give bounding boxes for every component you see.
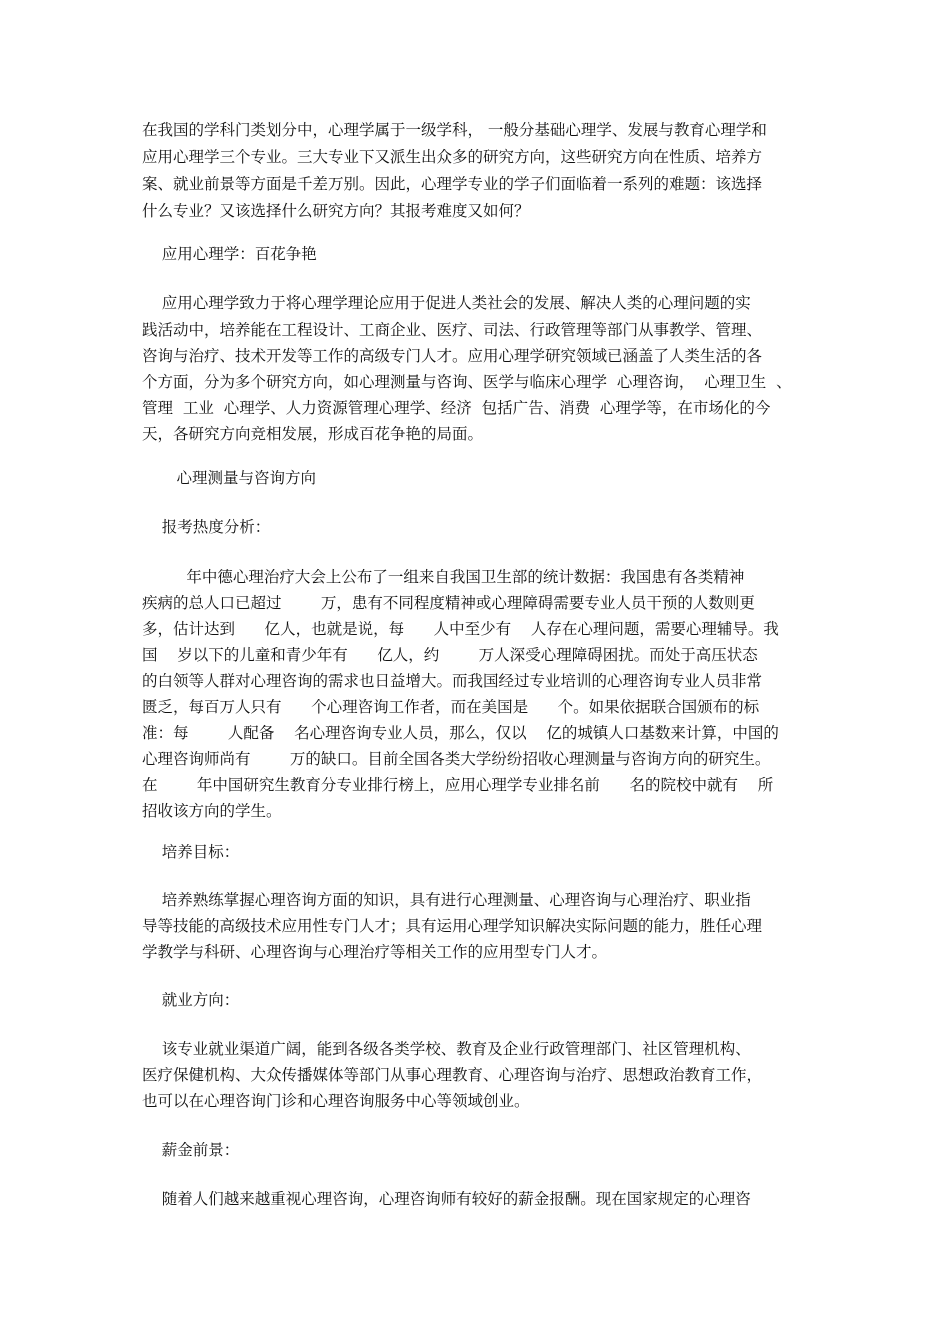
- body-text-line: 应用心理学三个专业。三大专业下又派生出众多的研究方向，这些研究方向在性质、培养方: [142, 148, 763, 166]
- body-text-line: 该专业就业渠道广阔，能到各级各类学校、教育及企业行政管理部门、社区管理机构、: [142, 1040, 751, 1058]
- body-text-line: 在 年中国研究生教育分专业排行榜上，应用心理学专业排名前 名的院校中就有 所: [142, 776, 774, 794]
- section-label: 培养目标：: [142, 843, 240, 861]
- body-text-line: 招收该方向的学生。: [142, 802, 282, 820]
- body-text-line: 导等技能的高级技术应用性专门人才；具有运用心理学知识解决实际问题的能力，胜任心理: [142, 917, 763, 935]
- section-label: 报考热度分析：: [142, 518, 271, 536]
- body-text-line: 匮乏，每百万人只有 个心理咨询工作者，而在美国是 个。如果依据联合国颁布的标: [142, 698, 760, 716]
- body-text-line: 年中德心理治疗大会上公布了一组来自我国卫生部的统计数据：我国患有各类精神: [142, 568, 745, 586]
- section-heading: 应用心理学：百花争艳: [142, 245, 317, 263]
- section-label: 薪金前景：: [142, 1141, 240, 1159]
- body-text-line: 案、就业前景等方面是千差万别。因此，心理学专业的学子们面临着一系列的难题：该选择: [142, 175, 763, 193]
- body-text-line: 随着人们越来越重视心理咨询，心理咨询师有较好的薪金报酬。现在国家规定的心理咨: [142, 1190, 751, 1208]
- body-text-line: 多，估计达到 亿人，也就是说，每 人中至少有 人存在心理问题，需要心理辅导。我: [142, 620, 779, 638]
- section-label: 就业方向：: [142, 991, 240, 1009]
- body-text-line: 也可以在心理咨询门诊和心理咨询服务中心等领域创业。: [142, 1092, 530, 1110]
- body-text-line: 践活动中，培养能在工程设计、工商企业、医疗、司法、行政管理等部门从事教学、管理、: [142, 321, 763, 339]
- body-text-line: 国 岁以下的儿童和青少年有 亿人，约 万人深受心理障碍困扰。而处于高压状态: [142, 646, 758, 664]
- body-text-line: 什么专业？又该选择什么研究方向？其报考难度又如何？: [142, 202, 530, 220]
- body-text-line: 在我国的学科门类划分中，心理学属于一级学科， 一般分基础心理学、发展与教育心理学和: [142, 121, 767, 139]
- body-text-line: 疾病的总人口已超过 万，患有不同程度精神或心理障碍需要专业人员干预的人数则更: [142, 594, 755, 612]
- subsection-heading: 心理测量与咨询方向: [142, 469, 316, 487]
- body-text-line: 心理咨询师尚有 万的缺口。目前全国各类大学纷纷招收心理测量与咨询方向的研究生。: [142, 750, 771, 768]
- body-text-line: 咨询与治疗、技术开发等工作的高级专门人才。应用心理学研究领域已涵盖了人类生活的各: [142, 347, 763, 365]
- body-text-line: 培养熟练掌握心理咨询方面的知识，具有进行心理测量、心理咨询与心理治疗、职业指: [142, 891, 751, 909]
- body-text-line: 个方面，分为多个研究方向，如心理测量与咨询、医学与临床心理学 心理咨询， 心理卫生 、: [142, 373, 792, 391]
- body-text-line: 学教学与科研、心理咨询与心理治疗等相关工作的应用型专门人才。: [142, 943, 608, 961]
- body-text-line: 的白领等人群对心理咨询的需求也日益增大。而我国经过专业培训的心理咨询专业人员非常: [142, 672, 763, 690]
- body-text-line: 准：每 人配备 名心理咨询专业人员，那么，仅以 亿的城镇人口基数来计算，中国的: [142, 724, 779, 742]
- body-text-line: 医疗保健机构、大众传播媒体等部门从事心理教育、心理咨询与治疗、思想政治教育工作，: [142, 1066, 763, 1084]
- body-text-line: 应用心理学致力于将心理学理论应用于促进人类社会的发展、解决人类的心理问题的实: [142, 294, 751, 312]
- body-text-line: 管理 工业 心理学、人力资源管理心理学、经济 包括广告、消费 心理学等，在市场化的今: [142, 399, 771, 417]
- body-text-line: 天，各研究方向竞相发展，形成百花争艳的局面。: [142, 425, 484, 443]
